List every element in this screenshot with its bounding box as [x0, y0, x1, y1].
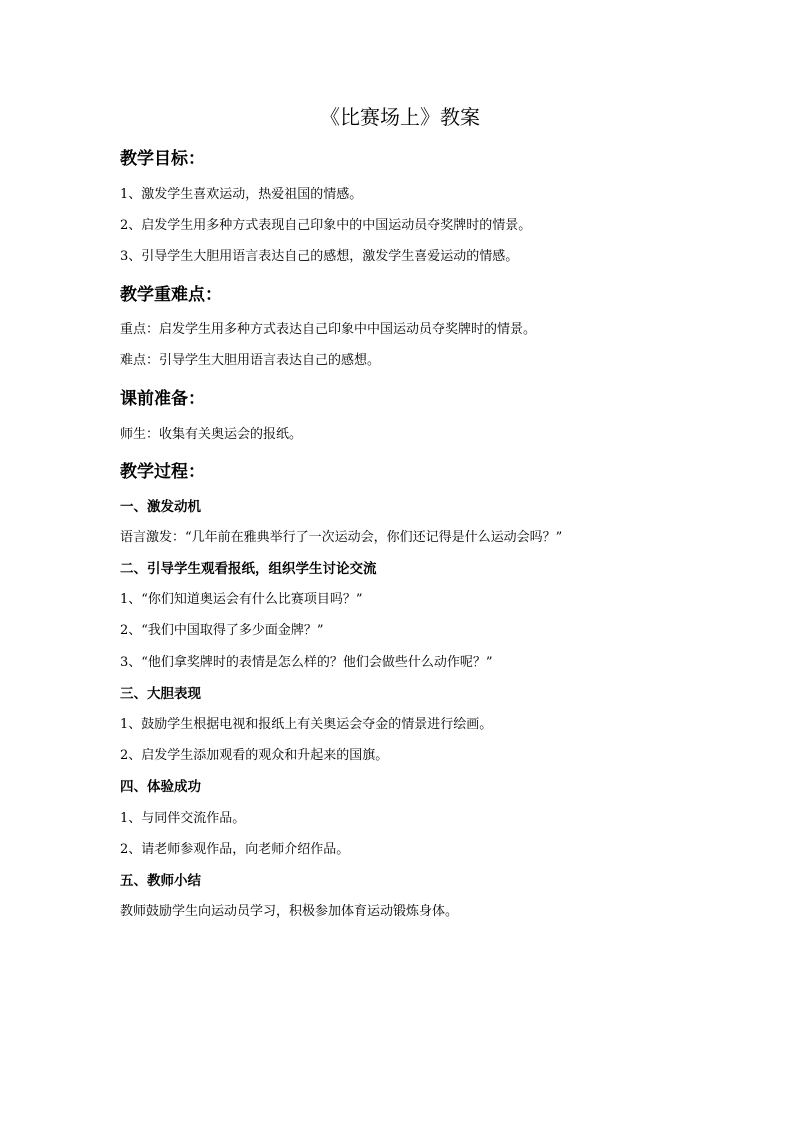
process-section-title-2: 二、引导学生观看报纸，组织学生讨论交流	[120, 561, 377, 577]
document-title: 《比赛场上》教案	[320, 105, 480, 129]
process-section-1-item-1: 语言激发：“几年前在雅典举行了一次运动会，你们还记得是什么运动会吗？”	[120, 530, 563, 545]
process-section-title-3: 三、大胆表现	[120, 686, 201, 702]
process-section-title-4: 四、体验成功	[120, 779, 201, 795]
process-heading: 教学过程：	[120, 462, 205, 482]
process-section-4-item-1: 1、与同伴交流作品。	[120, 811, 246, 826]
process-section-title-5: 五、教师小结	[120, 873, 201, 889]
process-section-4-item-2: 2、请老师参观作品，向老师介绍作品。	[120, 842, 350, 857]
objective-item-2: 2、启发学生用多种方式表现自己印象中的中国运动员夺奖牌时的情景。	[120, 218, 532, 233]
process-section-3-item-1: 1、鼓励学生根据电视和报纸上有关奥运会夺金的情景进行绘画。	[120, 717, 493, 732]
keypoint-item-1: 重点：启发学生用多种方式表达自己印象中中国运动员夺奖牌时的情景。	[120, 322, 537, 337]
preparation-heading: 课前准备：	[120, 389, 205, 409]
keypoint-item-2: 难点：引导学生大胆用语言表达自己的感想。	[120, 353, 381, 368]
process-section-5-item-1: 教师鼓励学生向运动员学习，积极参加体育运动锻炼身体。	[120, 904, 459, 919]
keypoints-heading: 教学重难点：	[120, 285, 222, 305]
preparation-item-1: 师生：收集有关奥运会的报纸。	[120, 427, 303, 442]
objective-item-1: 1、激发学生喜欢运动，热爱祖国的情感。	[120, 187, 363, 202]
objectives-heading: 教学目标：	[120, 149, 205, 169]
process-section-2-item-3: 3、“他们拿奖牌时的表情是怎么样的？他们会做些什么动作呢？”	[120, 655, 493, 670]
process-section-3-item-2: 2、启发学生添加观看的观众和升起来的国旗。	[120, 748, 389, 763]
process-section-2-item-1: 1、“你们知道奥运会有什么比赛项目吗？”	[120, 592, 363, 607]
process-section-2-item-2: 2、“我们中国取得了多少面金牌？”	[120, 623, 324, 638]
objective-item-3: 3、引导学生大胆用语言表达自己的感想，激发学生喜爱运动的情感。	[120, 249, 519, 264]
process-section-title-1: 一、激发动机	[120, 499, 201, 515]
